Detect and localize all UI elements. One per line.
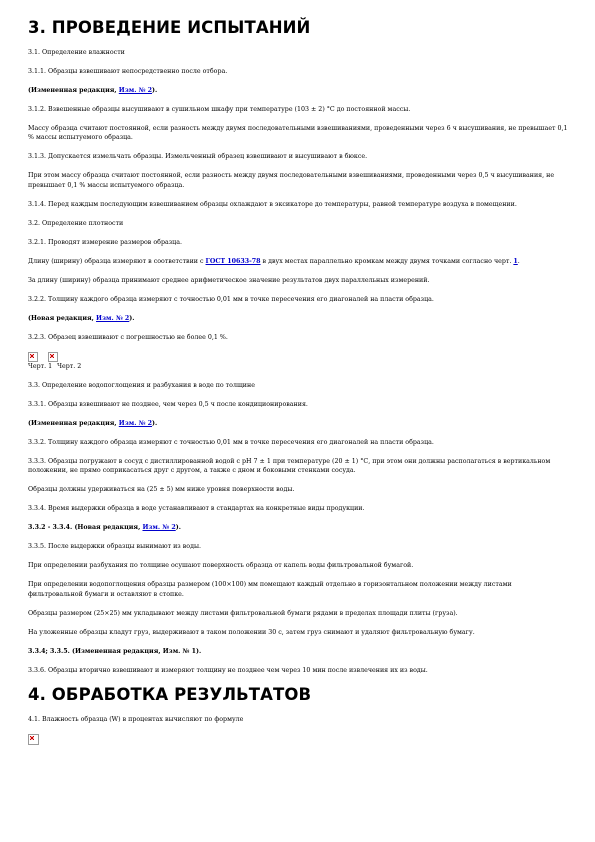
paragraph: 3.1.3. Допускается измельчать образцы. Измельченный образец взвешивают и высушивают в бюксе. <box>28 153 368 161</box>
figure-group <box>28 352 568 371</box>
figure-caption: Черт. 1 <box>28 362 53 370</box>
paragraph: Массу образца считают постоянной, если разность между двумя последовательными взвешиваниями, проведенными через 6 ч высушивания, не превышает 0,1 % массы испытуемого образца. <box>28 125 568 142</box>
figure-caption: Черт. 2 <box>57 362 82 370</box>
paragraph: 3.1. Определение влажности <box>28 49 125 56</box>
section-3-heading: 3. ПРОВЕДЕНИЕ ИСПЫТАНИЙ <box>28 18 311 37</box>
paragraph: 4.1. Влажность образца (W) в процентах вычисляют по формуле <box>28 715 244 723</box>
paragraph: 3.1.2. Взвешенные образцы высушивают в сушильном шкафу при температуре (103 ± 2) °С до постоянной массы. <box>28 106 411 113</box>
paragraph: 3.3.6. Образцы вторично взвешивают и измеряют толщину не позднее чем через 10 мин после извлечения их из воды. <box>28 666 428 674</box>
amendment-note: (Измененная редакция, Изм. № 2). <box>28 87 158 94</box>
broken-image-icon <box>48 352 58 362</box>
broken-image-icon <box>28 734 39 745</box>
paragraph: 3.2.3. Образец взвешивают с погрешностью не более 0,1 %. <box>28 333 228 341</box>
paragraph: 3.3.5. После выдержки образцы вынимают из воды. <box>28 543 201 551</box>
paragraph: На уложенные образцы кладут груз, выдерживают в таком положении 30 с, затем груз снимают и удаляют фильтровальную бумагу. <box>28 628 475 636</box>
paragraph: Образцы должны удерживаться на (25 ± 5) мм ниже уровня поверхности воды. <box>28 486 295 494</box>
paragraph: 3.3.4. Время выдержки образца в воде устанавливают в стандартах на конкретные виды продукции. <box>28 505 365 513</box>
paragraph: 3.3.3. Образцы погружают в сосуд с дистиллированной водой с pH 7 ± 1 при температуре (20 ± 1) °С, при этом они должны располагаться в вертикальном положении, не прямо соприкасаться друг с другом, а также с дном и боковыми стенками сосуда. <box>28 457 551 475</box>
document-page <box>28 18 568 755</box>
amendment-link[interactable]: Изм. № 2 <box>96 314 130 322</box>
amendment-link[interactable]: Изм. № 2 <box>142 524 176 532</box>
paragraph: 3.2.2. Толщину каждого образца измеряют с точностью 0,01 мм в точке пересечения его диагоналей на пласти образца. <box>28 295 434 303</box>
paragraph: 3.3.1. Образцы взвешивают не позднее, чем через 0,5 ч после кондиционирования. <box>28 400 308 408</box>
section-4-heading: 4. ОБРАБОТКА РЕЗУЛЬТАТОВ <box>28 684 312 704</box>
amendment-link[interactable]: Изм. № 2 <box>118 87 153 94</box>
paragraph: При этом массу образца считают постоянной, если разность между двумя последовательными взвешиваниями, проведенными через 0,5 ч высушивания, не превышает 0,1 % массы испытуемого образца. <box>28 172 555 189</box>
paragraph: 3.2.1. Проводят измерение размеров образца. <box>28 238 182 246</box>
paragraph: Образцы размером (25×25) мм укладывают между листами фильтровальной бумаги рядами в пределах площади плиты (груза). <box>28 609 458 617</box>
gost-link[interactable]: ГОСТ 10633-78 <box>205 257 261 265</box>
amendment-note: 3.3.2 - 3.3.4. (Новая редакция, Изм. № 2). <box>28 524 181 532</box>
amendment-note: (Новая редакция, Изм. № 2). <box>28 314 135 322</box>
broken-image-icon <box>28 352 38 362</box>
paragraph: 3.2. Определение плотности <box>28 219 124 227</box>
paragraph: 3.1.4. Перед каждым последующим взвешиванием образцы охлаждают в эксикаторе до температуры, равной температуре воздуха в помещении. <box>28 200 517 208</box>
paragraph: 3.3.2. Толщину каждого образца измеряют с точностью 0,01 мм в точке пересечения его диагоналей на пласти образца. <box>28 438 434 446</box>
amendment-note: (Измененная редакция, Изм. № 2). <box>28 419 158 427</box>
paragraph: При определении водопоглощения образцы размером (100×100) мм помещают каждый отдельно в горизонтальном положении между листами фильтровальной бумаги и оставляют в стопке. <box>28 581 512 598</box>
paragraph: 3.3. Определение водопоглощения и разбухания в воде по толщине <box>28 381 255 389</box>
paragraph: За длину (ширину) образца принимают среднее арифметическое значение результатов двух параллельных измерений. <box>28 276 430 284</box>
figure-link[interactable]: 1 <box>513 257 518 265</box>
paragraph: Длину (ширину) образца измеряют в соответствии с ГОСТ 10633-78 в двух местах параллельно кромкам между двумя точками согласно черт. 1. <box>28 257 520 265</box>
paragraph: 3.1.1. Образцы взвешивают непосредственно после отбора. <box>28 68 228 75</box>
amendment-note: 3.3.4; 3.3.5. (Измененная редакция, Изм. № 1). <box>28 647 202 655</box>
paragraph: При определении разбухания по толщине осушают поверхность образца от капель воды фильтровальной бумагой. <box>28 562 414 570</box>
formula-image <box>28 734 568 745</box>
amendment-link[interactable]: Изм. № 2 <box>118 419 153 427</box>
